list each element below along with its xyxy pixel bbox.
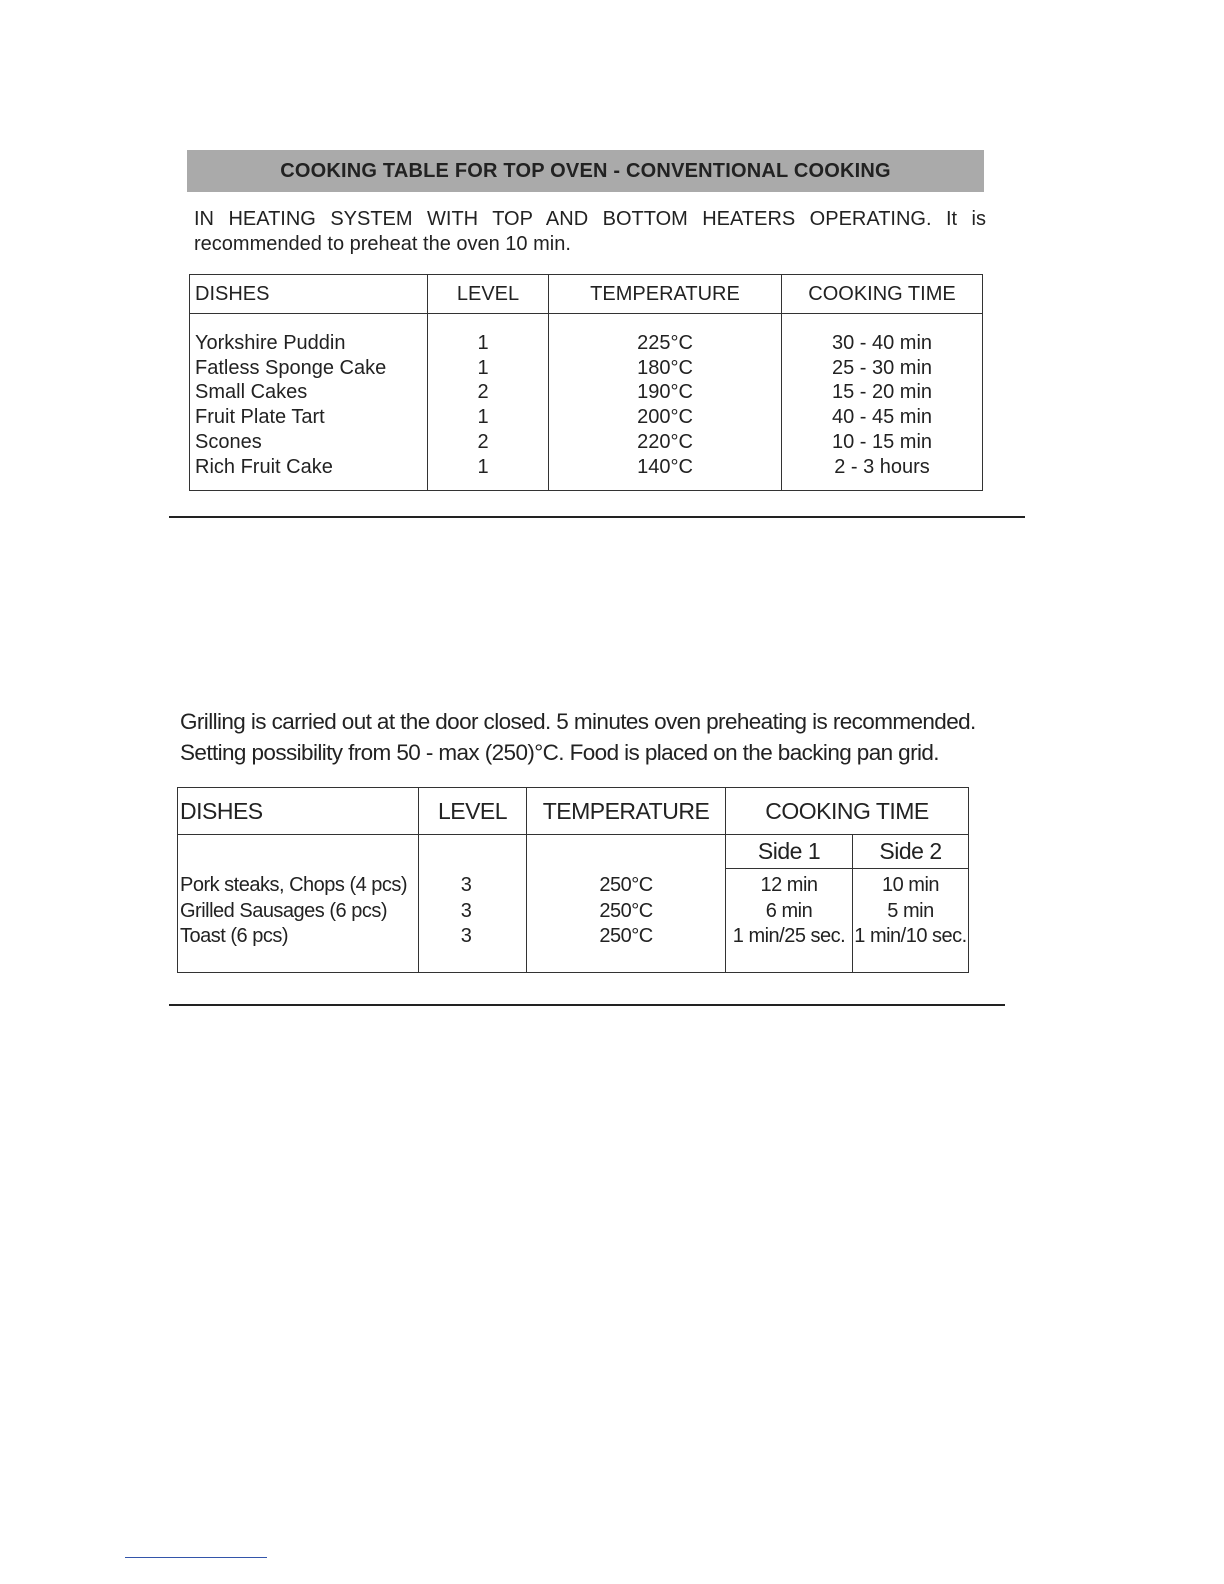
grilling-table [177,787,969,973]
table-cell-time: 2 - 3 hours [834,455,930,478]
header-level: LEVEL [456,282,520,305]
section-divider [169,1004,1005,1006]
section-divider [169,516,1025,518]
table-cell-level: 3 [460,874,472,896]
conventional-cooking-table-title [187,150,984,192]
level-column [428,331,538,479]
table-cell-dish: Fatless Sponge Cake [195,356,387,379]
table-cell-side-2: 1 min/10 sec. [854,925,967,947]
table-cell-dish: Pork steaks, Chops (4 pcs) [180,874,408,896]
table-cell-dish: Grilled Sausages (6 pcs) [180,899,387,922]
table-cell-time: 30 - 40 min [831,332,933,354]
table-cell-time: 40 - 45 min [831,406,933,429]
table-cell-side-2: 5 min [887,899,934,922]
table-cell-dish: Scones [195,430,262,453]
table-cell-level: 3 [460,925,472,947]
side-2-column [853,873,968,950]
table-cell-temperature: 190°C [637,381,693,404]
grilling-intro-line: Grilling is carried out at the door closed. 5 minutes oven preheating is recommended. [180,709,976,734]
side-1-column [726,873,852,950]
conventional-cooking-intro: IN HEATING SYSTEM WITH TOP AND BOTTOM HEATERS OPERATING. It is recommended to preheat the oven 10 min. [194,208,986,255]
dishes-column [195,331,386,479]
table-cell-level: 1 [477,332,489,354]
table-cell-dish: Small Cakes [195,381,308,404]
table-cell-side-2: 10 min [881,874,940,896]
table-cell-dish: Yorkshire Puddin [195,332,346,354]
table-cell-time: 15 - 20 min [831,381,933,404]
table-cell-side-1: 12 min [760,874,818,896]
header-dishes: DISHES [195,282,270,305]
table-cell-dish: Fruit Plate Tart [195,406,325,429]
table-cell-time: 25 - 30 min [831,356,933,379]
header-dishes: DISHES [180,797,263,824]
level-column [419,873,513,950]
conventional-cooking-table [189,274,983,491]
header-cooking-time: COOKING TIME [765,797,929,824]
subheader-divider [725,868,968,869]
table-cell-temperature: 250°C [599,874,653,896]
temperature-column [549,331,781,479]
header-level: LEVEL [437,797,508,824]
table-cell-level: 2 [477,430,489,453]
table-cell-dish: Rich Fruit Cake [195,455,333,478]
table-cell-level: 3 [460,899,472,922]
table-cell-temperature: 180°C [637,356,693,379]
dishes-column [180,873,407,950]
table-cell-dish: Toast (6 pcs) [180,925,288,947]
header-temperature: TEMPERATURE [542,797,710,824]
table-cell-side-1: 1 min/25 sec. [732,925,846,947]
temperature-column [527,873,725,950]
table-cell-temperature: 140°C [637,455,693,478]
header-divider [190,313,982,314]
cooking-time-column [782,331,982,479]
table-cell-side-1: 6 min [765,899,813,922]
table-cell-level: 1 [477,406,489,429]
table-cell-temperature: 220°C [637,430,693,453]
table-cell-temperature: 250°C [599,899,653,922]
header-side-1: Side 1 [757,838,821,864]
table-cell-level: 2 [477,381,489,404]
header-side-2: Side 2 [879,838,942,864]
table-cell-temperature: 200°C [637,406,693,429]
table-cell-temperature: 250°C [599,925,653,947]
table-cell-time: 10 - 15 min [831,430,933,453]
table-cell-temperature: 225°C [637,332,693,354]
header-cooking-time: COOKING TIME [808,282,956,305]
conventional-cooking-title-text: COOKING TABLE FOR TOP OVEN - CONVENTIONAL COOKING [280,159,891,182]
grilling-intro [180,706,976,768]
header-temperature: TEMPERATURE [590,282,740,305]
grilling-intro-line: Setting possibility from 50 - max (250)°C. Food is placed on the backing pan grid. [180,740,939,765]
table-cell-level: 1 [477,356,489,379]
table-cell-level: 1 [477,455,489,478]
footnote-separator [125,1557,267,1558]
